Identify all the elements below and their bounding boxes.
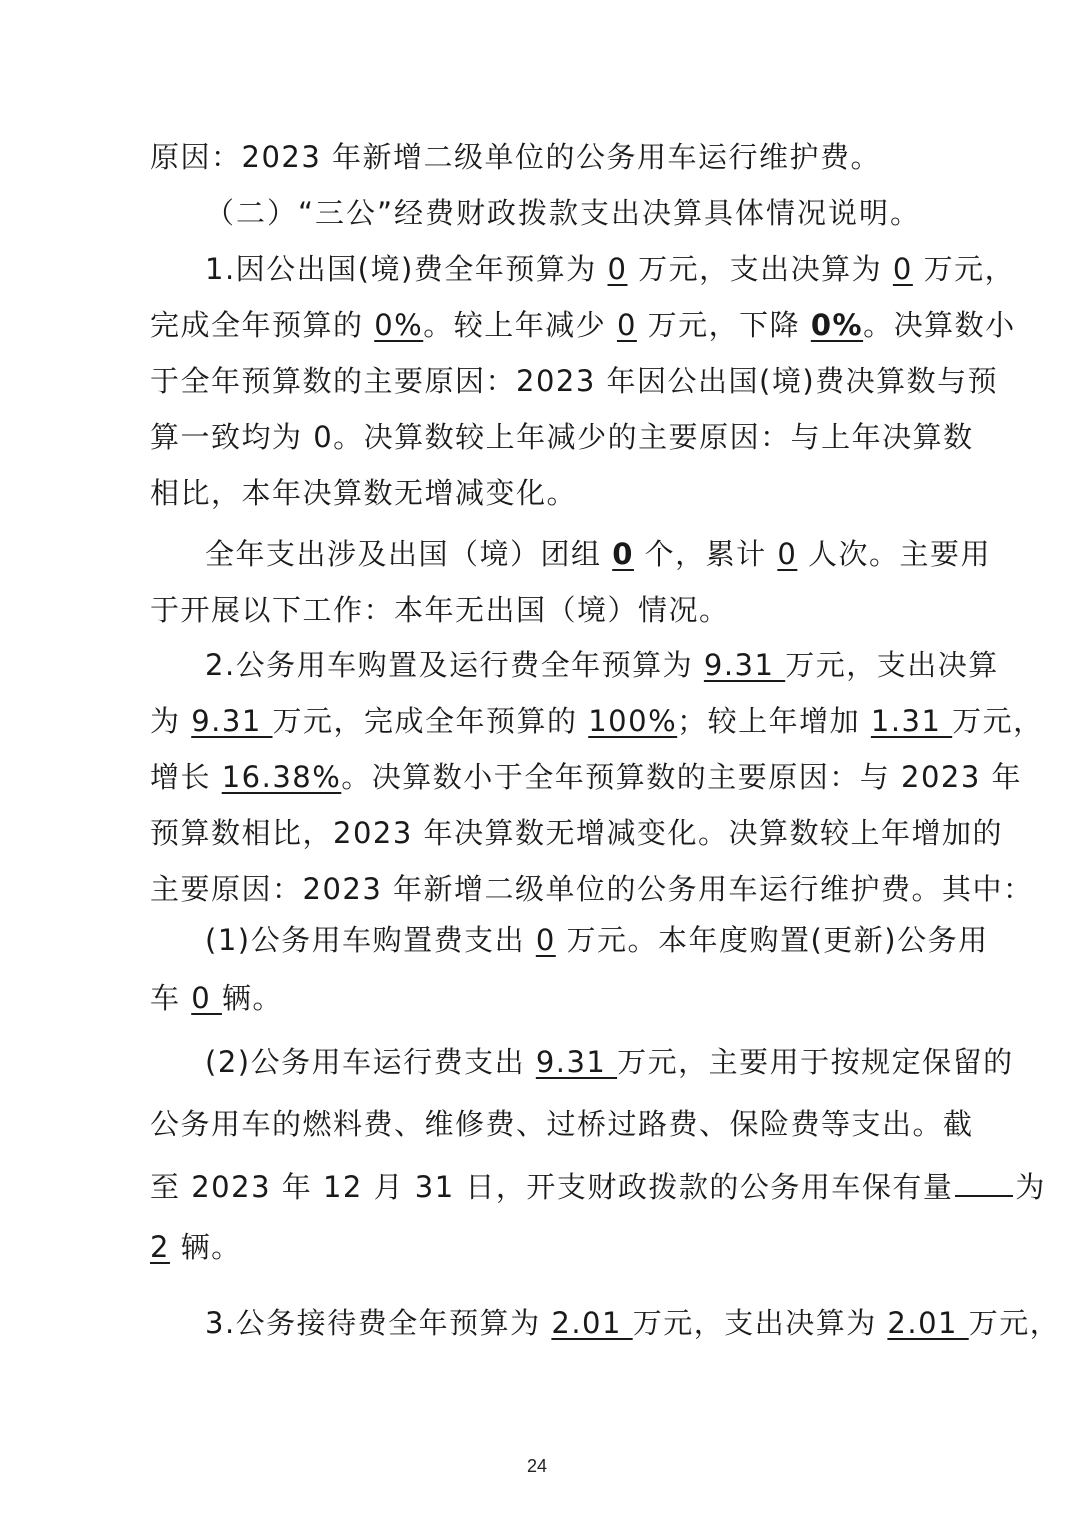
value-underlined: 0 (535, 923, 556, 957)
paragraph-line: 至 2023 年 12 月 31 日，开支财政拨款的公务用车保有量 为 (150, 1165, 930, 1205)
value-underlined: 0 (892, 252, 913, 286)
value-underlined: 0% (374, 308, 424, 342)
paragraph-line: 公务用车的燃料费、维修费、过桥过路费、保险费等支出。截 (150, 1107, 974, 1141)
paragraph-line: 2 辆。 (150, 1230, 242, 1264)
paragraph-line: 车 0 辆。 (150, 981, 283, 1015)
paragraph-line: 于全年预算数的主要原因：2023 年因公出国(境)费决算数与预 (150, 364, 999, 398)
page-number: 24 (526, 1456, 548, 1476)
value-underlined: 1.31 (870, 704, 953, 738)
paragraph-line: 于开展以下工作：本年无出国（境）情况。 (150, 593, 730, 627)
value-underlined: 9.31 (535, 1045, 618, 1079)
paragraph-line: 全年支出涉及出国（境）团组 0 个，累计 0 人次。主要用 (205, 537, 992, 571)
value-underlined: 0 (777, 537, 798, 571)
value-underlined: 2 (150, 1230, 170, 1264)
value-underlined: 0 (607, 252, 628, 286)
value-underlined-bold: 0% (810, 308, 864, 342)
value-underlined: 2.01 (887, 1306, 969, 1340)
paragraph-line: 为 9.31 万元，完成全年预算的 100%；较上年增加 1.31 万元， (150, 704, 1044, 738)
value-underlined: 2.01 (551, 1306, 633, 1340)
paragraph-line: 相比，本年决算数无增减变化。 (150, 476, 578, 510)
paragraph-line: 原因：2023 年新增二级单位的公务用车运行维护费。 (150, 140, 882, 174)
value-underlined: 9.31 (703, 648, 786, 682)
value-underlined: 100% (588, 704, 678, 738)
value-underlined: 0 (191, 981, 222, 1015)
value-underlined: 0 (616, 308, 637, 342)
blank-fill-line (955, 1165, 1013, 1197)
paragraph-line: 增长 16.38%。决算数小于全年预算数的主要原因：与 2023 年 (150, 760, 1023, 794)
paragraph-line: 2.公务用车购置及运行费全年预算为 9.31 万元，支出决算 (205, 648, 999, 682)
paragraph-line: 3.公务接待费全年预算为 2.01 万元，支出决算为 2.01 万元， (205, 1306, 1061, 1340)
paragraph-line: (2)公务用车运行费支出 9.31 万元，主要用于按规定保留的 (205, 1045, 1014, 1079)
paragraph-line: 主要原因：2023 年新增二级单位的公务用车运行维护费。其中： (150, 872, 1034, 906)
paragraph-line: 预算数相比，2023 年决算数无增减变化。决算数较上年增加的 (150, 816, 1004, 850)
value-underlined: 16.38% (221, 760, 342, 794)
paragraph-line: (1)公务用车购置费支出 0 万元。本年度购置(更新)公务用 (205, 923, 989, 957)
paragraph-line: 1.因公出国(境)费全年预算为 0 万元，支出决算为 0 万元， (205, 252, 1016, 286)
paragraph-line: 算一致均为 0。决算数较上年减少的主要原因：与上年决算数 (150, 420, 974, 454)
value-underlined-bold: 0 (612, 537, 634, 571)
value-underlined: 9.31 (191, 704, 273, 738)
section-heading: （二）“三公”经费财政拨款支出决算具体情况说明。 (205, 196, 922, 230)
paragraph-line: 完成全年预算的 0%。较上年减少 0 万元，下降 0%。决算数小 (150, 308, 1016, 342)
